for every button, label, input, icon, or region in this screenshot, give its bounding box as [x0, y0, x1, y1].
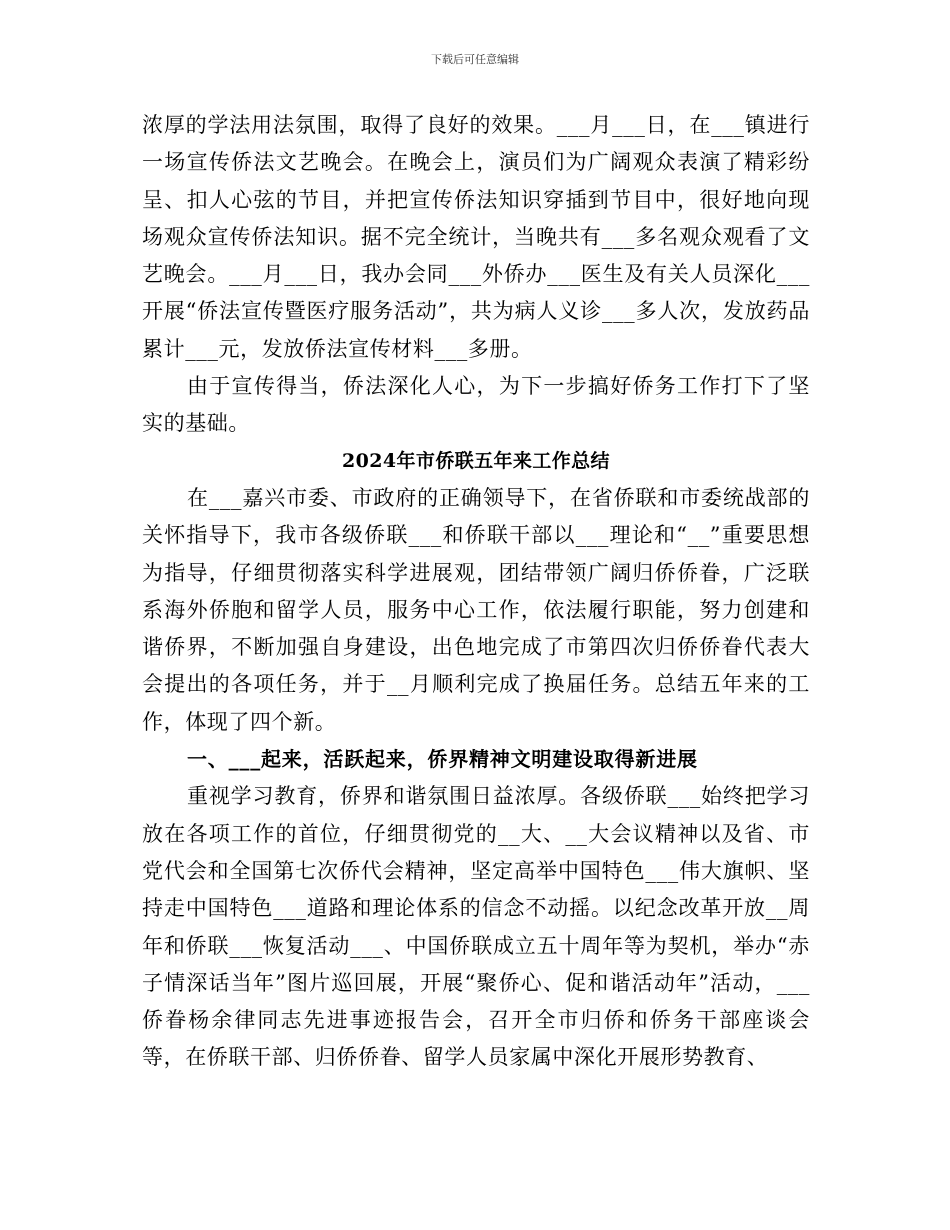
intro-paragraph: 浓厚的学法用法氛围，取得了良好的效果。___月___日，在___镇进行一场宣传侨法文艺晚会。在晚会上，演员们为广阔观众表演了精彩纷呈、扣人心弦的节目，并把宣传侨法知识穿插到节目中，很好地向现场观众宣传侨法知识。据不完全统计，当晚共有___多名观众观看了文艺晚会。___月___日，我办会同___外侨办___医生及有关人员深化___开展“侨法宣传暨医疗服务活动”，共为病人义诊___多人次，发放药品累计___元，发放侨法宣传材料___多册。: [142, 113, 810, 361]
closing-paragraph: 由于宣传得当，侨法深化人心，为下一步搞好侨务工作打下了坚实的基础。: [142, 374, 810, 436]
section-1-heading: 一、___起来，活跃起来，侨界精神文明建设取得新进展: [187, 747, 698, 772]
document-body: [142, 107, 810, 1077]
page-header-note: 下载后可任意编辑: [431, 53, 519, 66]
section-1-paragraph: 重视学习教育，侨界和谐氛围日益浓厚。各级侨联___始终把学习放在各项工作的首位，仔细贯彻党的__大、__大会议精神以及省、市党代会和全国第七次侨代会精神，坚定高举中国特色___伟大旗帜、坚持走中国特色___道路和理论体系的信念不动摇。以纪念改革开放__周年和侨联___恢复活动___、中国侨联成立五十周年等为契机，举办“赤子情深话当年”图片巡回展，开展“聚侨心、促和谐活动年”活动，___侨眷杨余律同志先进事迹报告会，召开全市归侨和侨务干部座谈会等，在侨联干部、归侨侨眷、留学人员家属中深化开展形势教育、: [142, 784, 810, 1070]
document-title: 2024年市侨联五年来工作总结: [342, 449, 610, 472]
opening-paragraph: 在___嘉兴市委、市政府的正确领导下，在省侨联和市委统战部的关怀指导下，我市各级侨联___和侨联干部以___理论和“__”重要思想为指导，仔细贯彻落实科学进展观，团结带领广阔归侨侨眷，广泛联系海外侨胞和留学人员，服务中心工作，依法履行职能，努力创建和谐侨界，不断加强自身建设，出色地完成了市第四次归侨侨眷代表大会提出的各项任务，并于__月顺利完成了换届任务。总结五年来的工作，体现了四个新。: [142, 485, 810, 734]
